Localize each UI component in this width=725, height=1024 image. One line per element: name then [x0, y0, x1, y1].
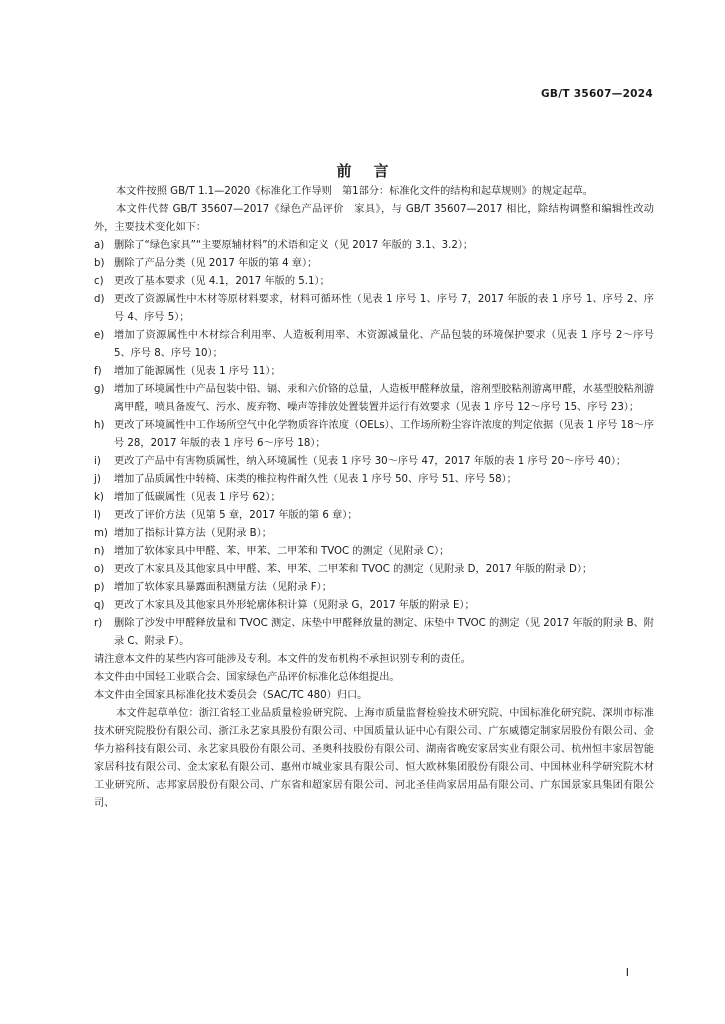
- list-item-text: 增加了软体家具暴露面积测量方法（见附录 F）；: [114, 582, 332, 593]
- list-item: [94, 273, 654, 291]
- list-item: [94, 597, 654, 615]
- list-item-label: d): [94, 294, 105, 305]
- list-item: [94, 615, 654, 651]
- list-item: [94, 489, 654, 507]
- list-item-label: i): [94, 456, 101, 467]
- list-item: [94, 507, 654, 525]
- list-item: [94, 453, 654, 471]
- list-item-label: p): [94, 582, 105, 593]
- list-item-text: 增加了能源属性（见表 1 序号 11）；: [114, 366, 281, 377]
- closing-paragraph: 本文件由中国轻工业联合会、国家绿色产品评价标准化总体组提出。: [94, 672, 400, 683]
- list-item: [94, 417, 654, 453]
- list-item-label: q): [94, 600, 105, 611]
- list-item-text: 删除了沙发中甲醛释放量和 TVOC 测定、床垫中甲醛释放量的测定、床垫中 TVOC 的测定（见 2017 年版的附录 B、附录 C、附录 F）。: [114, 618, 654, 647]
- list-item-label: f): [94, 366, 102, 377]
- list-item-text: 增加了资源属性中木材综合利用率、人造板利用率、木资源减量化、产品包装的环境保护要求（见表 1 序号 2～序号 5、序号 8、序号 10）；: [114, 330, 654, 359]
- list-item-label: b): [94, 258, 105, 269]
- list-item: [94, 363, 654, 381]
- closing-paragraph: 本文件由全国家具标准化技术委员会（SAC/TC 480）归口。: [94, 690, 368, 701]
- list-item-label: l): [94, 510, 101, 521]
- list-item-label: j): [94, 474, 101, 485]
- list-item-text: 增加了环境属性中产品包装中铅、镉、汞和六价铬的总量，人造板甲醛释放量，溶剂型胶粘剂游离甲醛，水基型胶粘剂游离甲醛，喷具备废气、污水、废弃物、噪声等排放处置装置并运行有效要求（见表 1 序号 12～序号 15、序号 23）；: [114, 384, 654, 413]
- list-item-text: 更改了木家具及其他家具外形轮廓体积计算（见附录 G，2017 年版的附录 E）；: [114, 600, 475, 611]
- list-item-label: n): [94, 546, 105, 557]
- list-item-text: 删除了产品分类（见 2017 年版的第 4 章）；: [114, 258, 318, 269]
- page-title: 前言: [336, 162, 411, 180]
- list-item-label: h): [94, 420, 105, 431]
- list-item-label: g): [94, 384, 105, 395]
- list-item: [94, 291, 654, 327]
- list-item-text: 增加了软体家具中甲醛、苯、甲苯、二甲苯和 TVOC 的测定（见附录 C）；: [114, 546, 450, 557]
- document-body: [94, 183, 654, 813]
- list-item: [94, 561, 654, 579]
- list-item: [94, 381, 654, 417]
- list-item: [94, 543, 654, 561]
- list-item-text: 更改了基本要求（见 4.1，2017 年版的 5.1）；: [114, 276, 330, 287]
- changes-list: [94, 237, 654, 651]
- closing-paragraph: 请注意本文件的某些内容可能涉及专利。本文件的发布机构不承担识别专利的责任。: [94, 654, 471, 665]
- drafting-units-paragraph: 本文件起草单位：浙江省轻工业品质量检验研究院、上海市质量监督检验技术研究院、中国标准化研究院、深圳市标准技术研究院股份有限公司、浙江永艺家具股份有限公司、中国质量认证中心有限公司、广东威德定制家居股份有限公司、金华力裕科技有限公司、永艺家具股份有限公司、圣奥科技股份有限公司、湖南省晚安家居实业有限公司、杭州恒丰家居智能家居科技有限公司、金太家私有限公司、惠州市城业家具有限公司、恒大欧林集团股份有限公司、中国林业科学研究院木材工业研究所、志邦家居股份有限公司、广东省和超家居有限公司、河北圣佳尚家居用品有限公司、广东国景家具集团有限公司、: [94, 708, 654, 809]
- list-item-text: 增加了品质属性中转椅、床类的椎拉构件耐久性（见表 1 序号 50、序号 51、序号 58）；: [114, 474, 517, 485]
- list-item-label: k): [94, 492, 104, 503]
- list-item-text: 更改了产品中有害物质属性，纳入环境属性（见表 1 序号 30～序号 47，2017 年版的表 1 序号 20～序号 40）；: [114, 456, 627, 467]
- list-item: [94, 471, 654, 489]
- list-item-text: 更改了评价方法（见第 5 章，2017 年版的第 6 章）；: [114, 510, 358, 521]
- list-item-label: m): [94, 528, 108, 539]
- list-item-text: 更改了资源属性中木材等原材料要求，材料可循环性（见表 1 序号 1、序号 7，2017 年版的表 1 序号 1、序号 2、序号 4、序号 5）；: [114, 294, 654, 323]
- list-item-label: r): [94, 618, 103, 629]
- list-item-text: 增加了低碳属性（见表 1 序号 62）；: [114, 492, 281, 503]
- list-item: [94, 579, 654, 597]
- list-item: [94, 255, 654, 273]
- list-item-text: 增加了指标计算方法（见附录 B）；: [114, 528, 272, 539]
- list-item: [94, 327, 654, 363]
- list-item: [94, 525, 654, 543]
- list-item-text: 删除了“绿色家具”“主要原辅材料”的术语和定义（见 2017 年版的 3.1、3.2）；: [114, 240, 474, 251]
- list-item-text: 更改了环境属性中工作场所空气中化学物质容许浓度（OELs）、工作场所粉尘容许浓度的判定依据（见表 1 序号 18～序号 28，2017 年版的表 1 序号 6～序号 18）；: [114, 420, 654, 449]
- list-item: [94, 237, 654, 255]
- list-item-label: o): [94, 564, 105, 575]
- list-item-label: e): [94, 330, 105, 341]
- intro-paragraph: 本文件按照 GB/T 1.1—2020《标准化工作导则 第1部分：标准化文件的结构和起草规则》的规定起草。: [116, 186, 593, 197]
- list-item-text: 更改了木家具及其他家具中甲醛、苯、甲苯、二甲苯和 TVOC 的测定（见附录 D，2017 年版的附录 D）；: [114, 564, 593, 575]
- intro-paragraph: 本文件代替 GB/T 35607—2017《绿色产品评价 家具》，与 GB/T 35607—2017 相比，除结构调整和编辑性改动外，主要技术变化如下：: [94, 204, 654, 233]
- list-item-label: c): [94, 276, 104, 287]
- list-item-label: a): [94, 240, 105, 251]
- standard-code: GB/T 35607—2024: [540, 88, 653, 100]
- page-number: I: [625, 966, 629, 979]
